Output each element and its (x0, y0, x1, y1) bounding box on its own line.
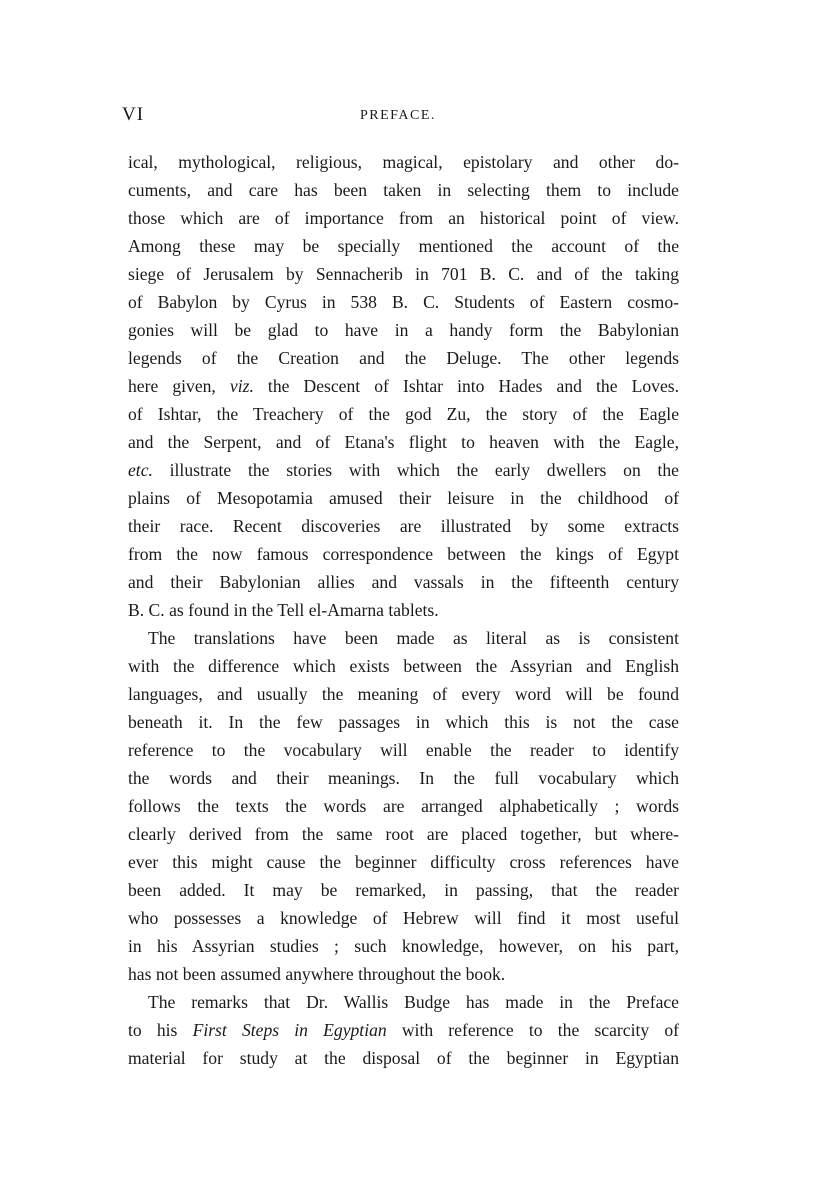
text-line: Among these may be specially mentioned the account of the (128, 236, 679, 256)
running-title: PREFACE. (360, 108, 436, 123)
text-segment: with reference to the scarcity of (386, 1020, 679, 1040)
text-line: and their Babylonian allies and vassals in the fifteenth century (128, 572, 679, 592)
text-line: beneath it. In the few passages in which this is not the case (128, 712, 679, 732)
text-line: of Babylon by Cyrus in 538 B. C. Students of Eastern cosmo- (128, 292, 679, 312)
text-line: of Ishtar, the Treachery of the god Zu, the story of the Eagle (128, 404, 679, 424)
text-line: and the Serpent, and of Etana's flight to heaven with the Eagle, (128, 432, 679, 452)
text-segment: to his (128, 1020, 193, 1040)
text-line: ical, mythological, religious, magical, epistolary and other do- (128, 152, 679, 172)
italic-term: etc. (128, 460, 153, 480)
book-title-italic: First Steps in Egyptian (192, 1020, 387, 1040)
text-line: plains of Mesopotamia amused their leisure in the childhood of (128, 488, 679, 508)
text-line: gonies will be glad to have in a handy form the Babylonian (128, 320, 679, 340)
text-line: their race. Recent discoveries are illustrated by some extracts (128, 516, 679, 536)
paragraph-end-line: B. C. as found in the Tell el-Amarna tablets. (128, 600, 439, 620)
text-line: languages, and usually the meaning of every word will be found (128, 684, 679, 704)
paragraph-start-line: The remarks that Dr. Wallis Budge has made in the Preface (148, 992, 679, 1012)
text-line-with-italic (128, 372, 679, 400)
page-number: VI (122, 104, 145, 125)
text-line-with-italic (128, 456, 679, 484)
text-segment: here given, (128, 376, 230, 396)
paragraph-end-line: has not been assumed anywhere throughout the book. (128, 964, 506, 984)
text-segment: illustrate the stories with which the early dwellers on the (152, 460, 679, 480)
text-line: cuments, and care has been taken in selecting them to include (128, 180, 679, 200)
page-header (122, 104, 682, 132)
text-line: with the difference which exists between the Assyrian and English (128, 656, 679, 676)
text-line: legends of the Creation and the Deluge. The other legends (128, 348, 679, 368)
text-line: siege of Jerusalem by Sennacherib in 701 B. C. and of the taking (128, 264, 679, 284)
paragraph-start-line: The translations have been made as literal as is consistent (148, 628, 679, 648)
text-line: the words and their meanings. In the full vocabulary which (128, 768, 679, 788)
text-line: from the now famous correspondence between the kings of Egypt (128, 544, 679, 564)
text-line: follows the texts the words are arranged alphabetically ; words (128, 796, 679, 816)
text-line: ever this might cause the beginner difficulty cross references have (128, 852, 679, 872)
italic-term: viz. (229, 376, 254, 396)
text-line-with-italic (128, 1016, 679, 1044)
text-line: in his Assyrian studies ; such knowledge, however, on his part, (128, 936, 679, 956)
text-line: reference to the vocabulary will enable the reader to identify (128, 740, 679, 760)
text-segment: the Descent of Ishtar into Hades and the Loves. (253, 376, 679, 396)
text-line: those which are of importance from an historical point of view. (128, 208, 679, 228)
text-line: who possesses a knowledge of Hebrew will find it most useful (128, 908, 679, 928)
text-line: material for study at the disposal of the beginner in Egyptian (128, 1048, 679, 1068)
body-text (128, 148, 679, 1072)
text-line: been added. It may be remarked, in passing, that the reader (128, 880, 679, 900)
text-line: clearly derived from the same root are placed together, but where- (128, 824, 679, 844)
